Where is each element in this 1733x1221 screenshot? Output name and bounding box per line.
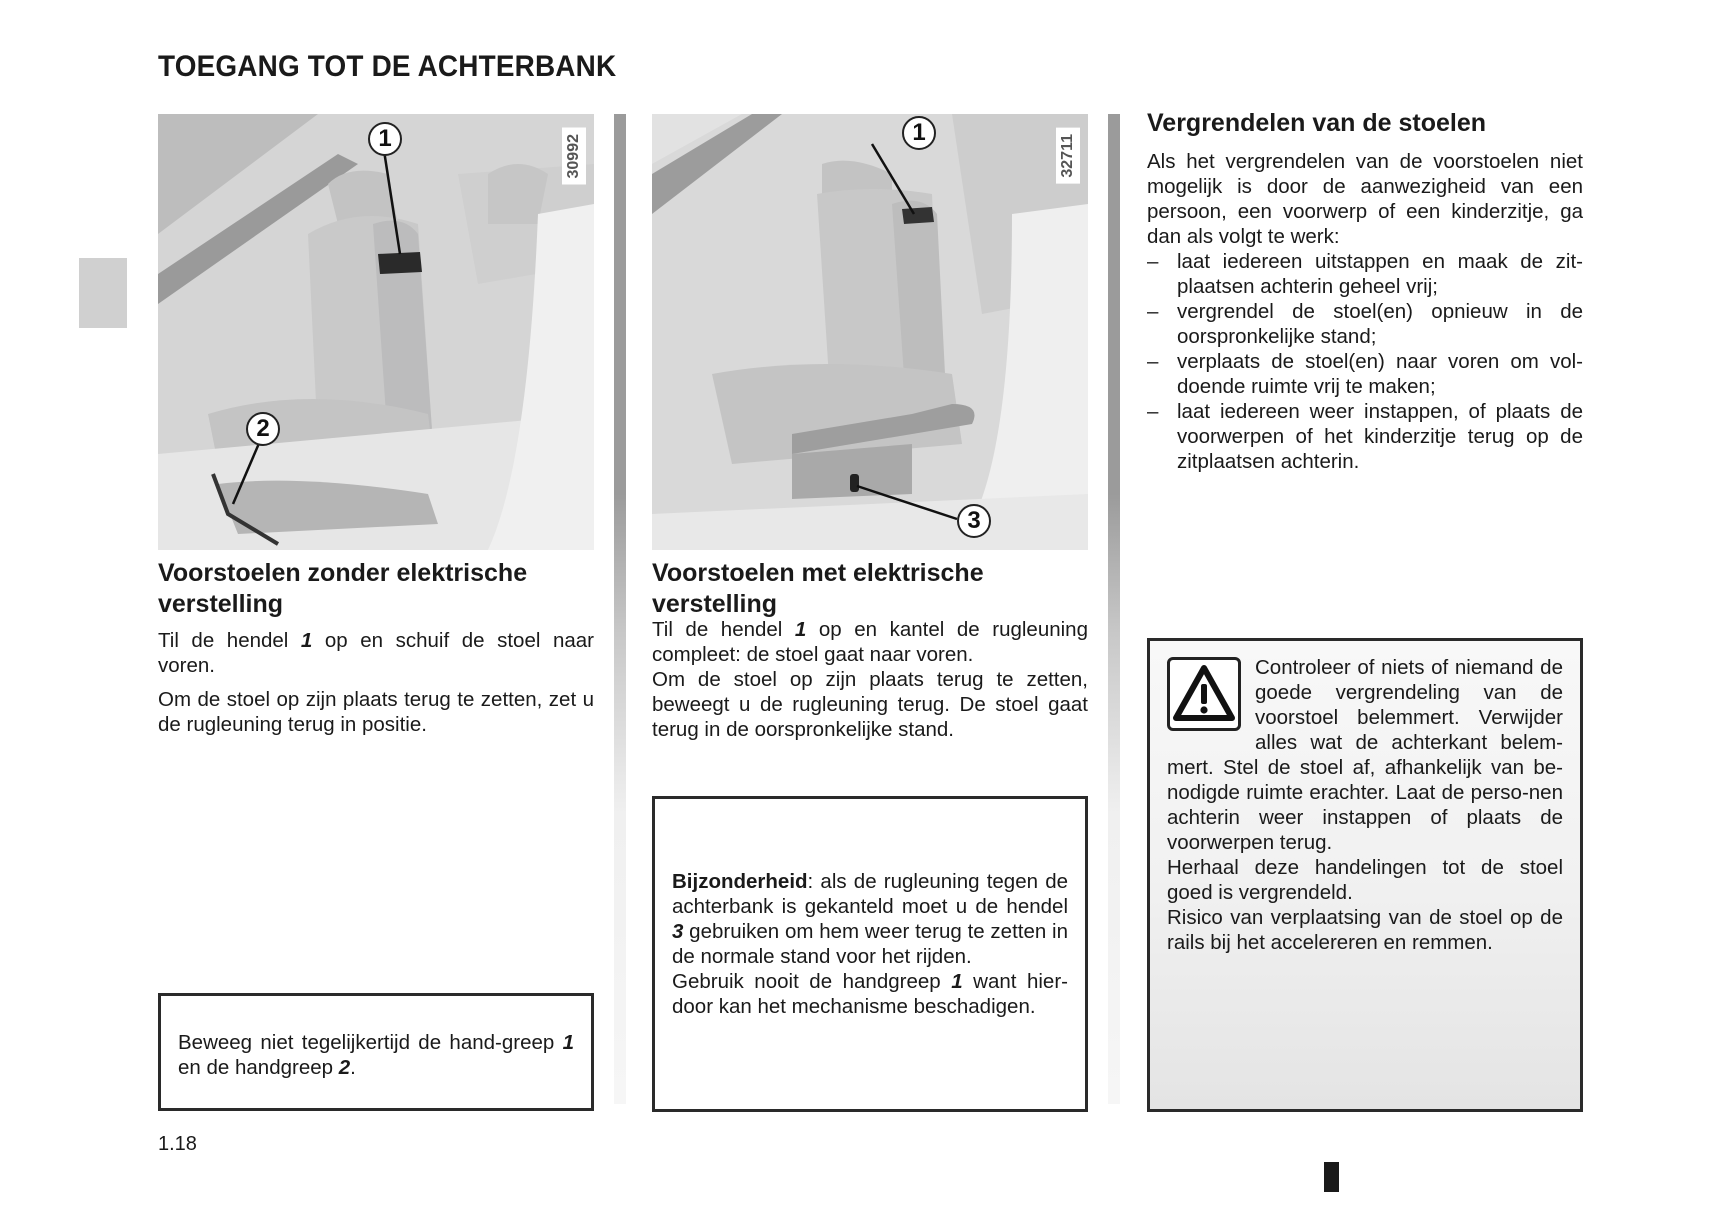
- paragraph: Til de hendel 1 op en kantel de rugleuning compleet: de stoel gaat naar voren.: [652, 618, 1088, 666]
- list-item: – verplaats de stoel(en) naar voren om vol-doende ruimte vrij te maken;: [1147, 349, 1583, 399]
- column-divider: [1108, 114, 1120, 1104]
- paragraph: Controleer of niets of niemand de goede vergrendeling van de voorstoel belemmert. Verwijder alles wat de achterkant belem-mert. Stel de stoel af, afhankelijk van be-nodigde ruimte erachter. Laat de perso-nen achterin weer instappen of plaats de voorwerpen terug.: [1167, 656, 1563, 854]
- callout-3: 3: [957, 504, 991, 538]
- chapter-thumb-tab: [79, 258, 127, 328]
- note-box-particularity: [652, 796, 1088, 1112]
- warning-box: [1147, 638, 1583, 1112]
- page-number: 1.18: [158, 1133, 197, 1155]
- paragraph: Bijzonderheid: als de rugleuning tegen de achterbank is gekanteld moet u de hendel 3 gebruiken om hem weer terug te zetten in de normale stand voor het rijden.: [672, 870, 1068, 968]
- paragraph: Risico van verplaatsing van de stoel op de rails bij het accelereren en remmen.: [1167, 906, 1563, 954]
- steps-list: [1147, 249, 1583, 474]
- paragraph: Til de hendel 1 op en schuif de stoel naar voren.: [158, 629, 594, 677]
- seat-illustration-electric: [652, 114, 1088, 550]
- section-heading-locking: Vergrendelen van de stoelen: [1147, 109, 1487, 137]
- section-body-locking: [1147, 149, 1583, 474]
- list-item: – laat iedereen uitstappen en maak de zit-plaatsen achterin geheel vrij;: [1147, 249, 1583, 299]
- note-box-handles: Beweeg niet tegelijkertijd de hand-greep 1 en de handgreep 2.: [158, 993, 594, 1111]
- callout-1: 1: [902, 116, 936, 150]
- section-heading-manual-seats: Voorstoelen zonder elektrische verstelling: [158, 559, 528, 618]
- section-body-electric-seats: [652, 617, 1088, 742]
- page-title: TOEGANG TOT DE ACHTERBANK: [158, 50, 617, 83]
- figure-seat-electric: [652, 114, 1088, 550]
- paragraph: Gebruik nooit de handgreep 1 want hier-door kan het mechanisme beschadigen.: [672, 970, 1068, 1018]
- paragraph: Om de stoel op zijn plaats terug te zetten, beweegt u de rugleuning terug. De stoel gaat terug in de oorspronkelijke stand.: [652, 668, 1088, 741]
- section-heading-electric-seats: Voorstoelen met elektrische verstelling: [652, 559, 984, 618]
- section-body-manual-seats: [158, 628, 594, 746]
- figure-reference-number: 32711: [1056, 128, 1080, 184]
- section-end-marker: [1324, 1162, 1339, 1192]
- paragraph: Herhaal deze handelingen tot de stoel goed is vergrendeld.: [1167, 856, 1563, 904]
- seat-illustration-manual: [158, 114, 594, 550]
- paragraph: Om de stoel op zijn plaats terug te zetten, zet u de rugleuning terug in positie.: [158, 688, 594, 736]
- list-item: – vergrendel de stoel(en) opnieuw in de oorspronkelijke stand;: [1147, 299, 1583, 349]
- list-item: – laat iedereen weer instappen, of plaats de voorwerpen of het kinderzitje terug op de zitplaatsen achterin.: [1147, 399, 1583, 474]
- column-divider: [614, 114, 626, 1104]
- figure-seat-manual: [158, 114, 594, 550]
- paragraph: Als het vergrendelen van de voorstoelen niet mogelijk is door de aanwezigheid van een persoon, een voorwerp of een kinderzitje, ga dan als volgt te werk:: [1147, 150, 1583, 248]
- callout-2: 2: [246, 412, 280, 446]
- callout-1: 1: [368, 122, 402, 156]
- figure-reference-number: 30992: [562, 128, 586, 185]
- warning-triangle-icon: [1167, 657, 1241, 731]
